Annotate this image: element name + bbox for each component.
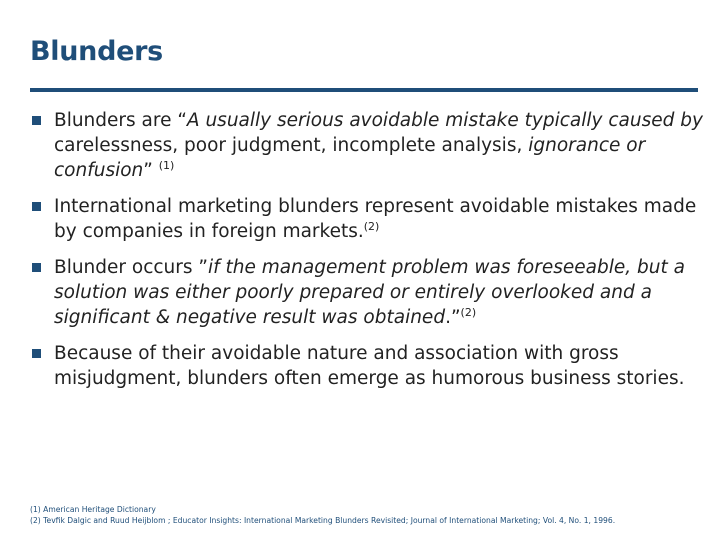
footnotes	[30, 504, 720, 526]
footnote-2: (2) Tevfik Dalgic and Ruud Heijblom ; Educator Insights: International Marketing Blunders Revisited; Journal of International Marketing; Vol. 4, No. 1, 1996.	[30, 516, 616, 525]
reference-superscript: (2)	[363, 220, 380, 233]
square-bullet-icon	[32, 202, 41, 211]
text-run: carelessness, poor judgment, incomplete analysis,	[54, 135, 529, 156]
title-divider	[30, 88, 698, 92]
reference-superscript: (2)	[460, 306, 477, 319]
footnote-1: (1) American Heritage Dictionary	[30, 505, 156, 514]
bullet-text	[54, 257, 685, 328]
text-run: ”	[143, 160, 159, 181]
text-run: International marketing blunders represent avoidable mistakes made by companies in foreign markets.	[54, 196, 697, 242]
square-bullet-icon	[32, 116, 41, 125]
text-run: Because of their avoidable nature and association with gross misjudgment, blunders often emerge as humorous business stories.	[54, 343, 685, 389]
reference-superscript: (1)	[158, 159, 175, 172]
text-run: Blunder occurs ”	[54, 257, 208, 278]
bullet-item	[30, 341, 710, 391]
text-run: .”	[445, 307, 461, 328]
square-bullet-icon	[32, 263, 41, 272]
italic-text-run: A usually serious avoidable mistake typically caused by	[186, 110, 703, 131]
bullet-list	[30, 108, 710, 402]
italic-text-run: ignorance or confusion	[54, 135, 646, 181]
italic-text-run: if the management problem was foreseeable, but a solution was either poorly prepared or entirely overlooked and a significant & negative result was obtained	[54, 257, 685, 328]
bullet-item	[30, 194, 710, 244]
slide-title: Blunders	[30, 36, 163, 67]
bullet-item	[30, 108, 710, 183]
bullet-text	[54, 343, 684, 389]
bullet-text	[54, 110, 703, 181]
square-bullet-icon	[32, 349, 41, 358]
bullet-item	[30, 255, 710, 330]
text-run: Blunders are “	[54, 110, 187, 131]
bullet-text	[54, 196, 696, 242]
